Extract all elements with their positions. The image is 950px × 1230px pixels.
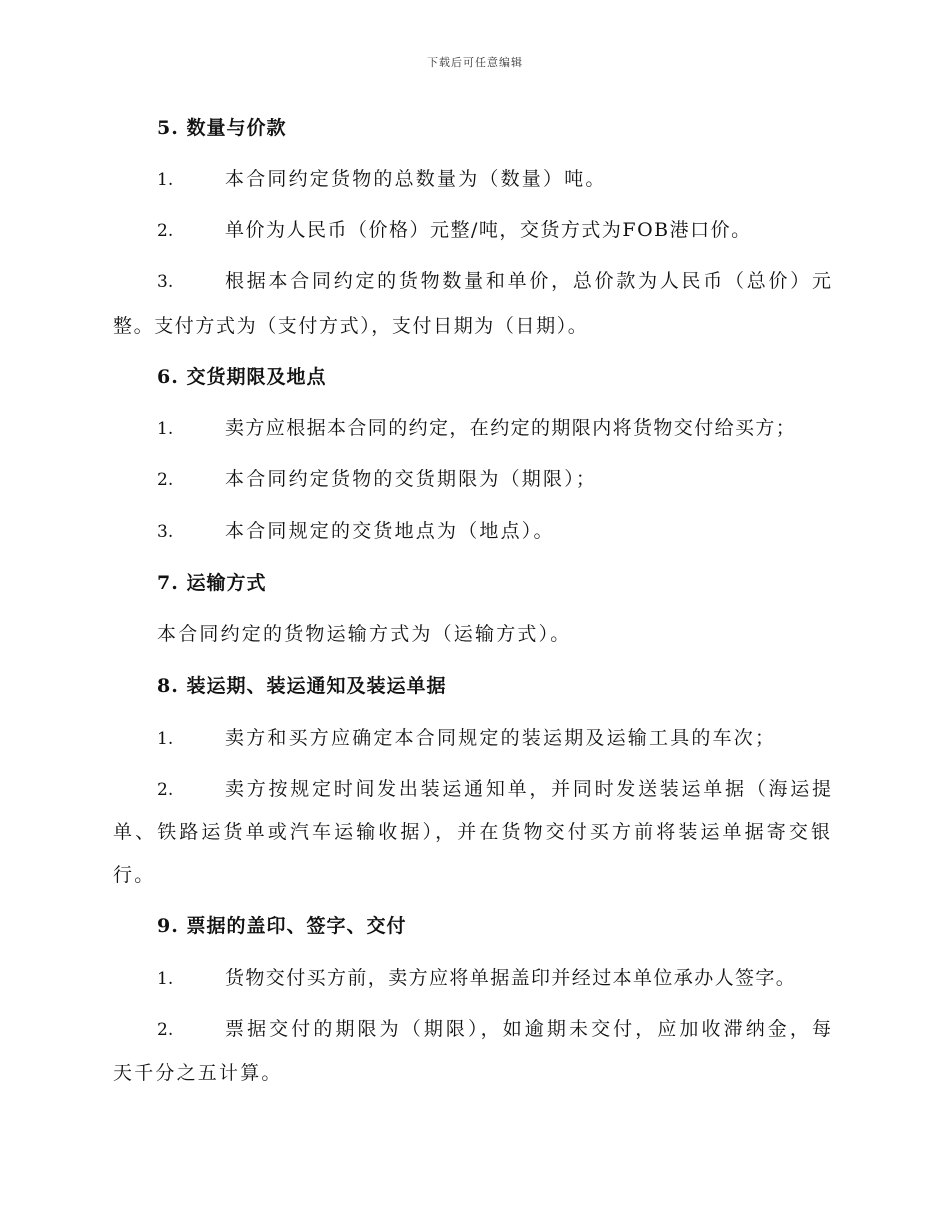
item-number: 2.	[157, 470, 174, 490]
item-text: 本合同规定的交货地点为（地点）。	[225, 520, 555, 542]
item-number: 2.	[157, 221, 174, 241]
item-text: 卖方应根据本合同的约定，在约定的期限内将货物交付给买方；	[225, 417, 797, 439]
page-header: 下载后可任意编辑	[427, 56, 523, 69]
section-5-title: 5. 数量与价款	[157, 117, 287, 139]
item-number: 3.	[157, 522, 174, 542]
item-number: 1.	[157, 170, 174, 190]
section-9-title: 9. 票据的盖印、签字、交付	[157, 915, 407, 937]
item-text-continuation: 整。支付方式为（支付方式），支付日期为（日期）。	[113, 315, 589, 337]
item-text-continuation: 单、铁路运货单或汽车运输收据），并在货物交付买方前将装运单据寄交银	[113, 821, 831, 843]
item-text: 本合同约定货物的交货期限为（期限）；	[225, 468, 598, 490]
item-number: 2.	[157, 1020, 174, 1040]
section-7-text: 本合同约定的货物运输方式为（运输方式）。	[157, 623, 572, 645]
item-text: 本合同约定货物的总数量为（数量）吨。	[225, 168, 607, 190]
item-number: 1.	[157, 969, 174, 989]
item-text: 卖方按规定时间发出装运通知单，并同时发送装运单据（海运提	[225, 778, 832, 800]
item-text-continuation: 天千分之五计算。	[113, 1062, 283, 1084]
item-text: 票据交付的期限为（期限），如逾期未交付，应加收滞纳金，每	[225, 1018, 832, 1040]
item-text: 单价为人民币（价格）元整/吨，交货方式为FOB港口价。	[225, 219, 752, 241]
section-8-title: 8. 装运期、装运通知及装运单据	[157, 675, 447, 697]
item-number: 2.	[157, 780, 174, 800]
section-7-title: 7. 运输方式	[157, 572, 267, 594]
item-number: 3.	[157, 272, 174, 292]
item-text: 根据本合同约定的货物数量和单价，总价款为人民币（总价）元	[225, 270, 832, 292]
item-number: 1.	[157, 419, 174, 439]
section-6-title: 6. 交货期限及地点	[157, 366, 327, 388]
item-text: 货物交付买方前，卖方应将单据盖印并经过本单位承办人签字。	[225, 967, 797, 989]
item-number: 1.	[157, 729, 174, 749]
item-text: 卖方和买方应确定本合同规定的装运期及运输工具的车次；	[225, 727, 777, 749]
item-text-continuation: 行。	[113, 864, 156, 886]
